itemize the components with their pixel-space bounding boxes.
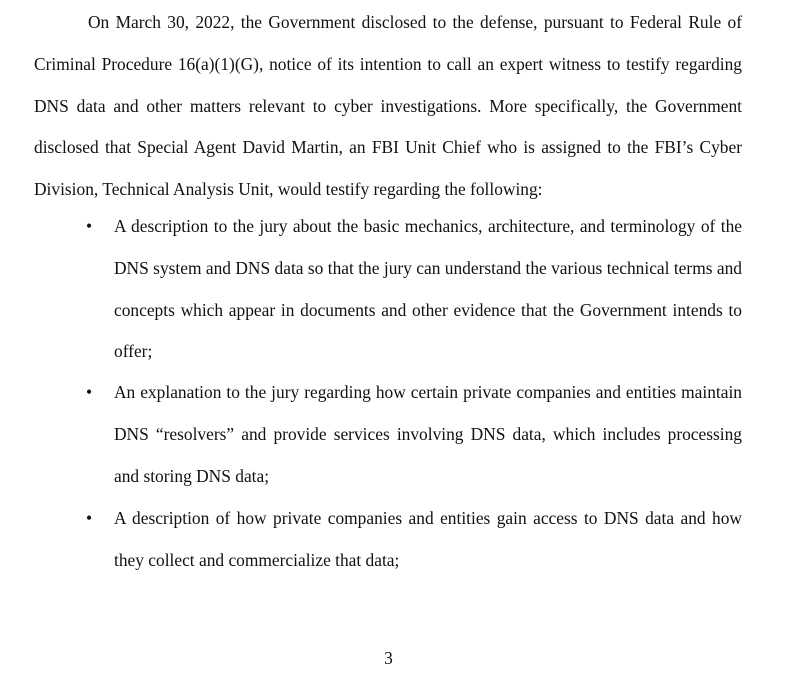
bullet-marker: • bbox=[86, 216, 93, 236]
page-number-text: 3 bbox=[384, 648, 393, 668]
bullet-text: An explanation to the jury regarding how certain private companies and entities maintain DNS “resolvers” and provide services involving DNS data, which includes processing and storing DNS data; bbox=[114, 382, 742, 486]
bullet-text: A description of how private companies and entities gain access to DNS data and how they collect and commercialize that data; bbox=[114, 508, 742, 570]
page-number bbox=[0, 647, 811, 669]
bullet-marker: • bbox=[86, 508, 93, 528]
bullet-marker: • bbox=[86, 382, 93, 402]
body-paragraph: On March 30, 2022, the Government disclosed to the defense, pursuant to Federal Rule of Criminal Procedure 16(a)(1)(G), notice of its intention to call an expert witness to testify regarding DNS data and other matters relevant to cyber investigations. More specifically, the Government disclosed that Special Agent David Martin, an FBI Unit Chief who is assigned to the FBI’s Cyber Division, Technical Analysis Unit, would testify regarding the following: bbox=[34, 12, 742, 200]
bullet-text: A description to the jury about the basic mechanics, architecture, and terminology of the DNS system and DNS data so that the jury can understand the various technical terms and concepts which appear in documents and other evidence that the Government intends to offer; bbox=[114, 216, 742, 362]
